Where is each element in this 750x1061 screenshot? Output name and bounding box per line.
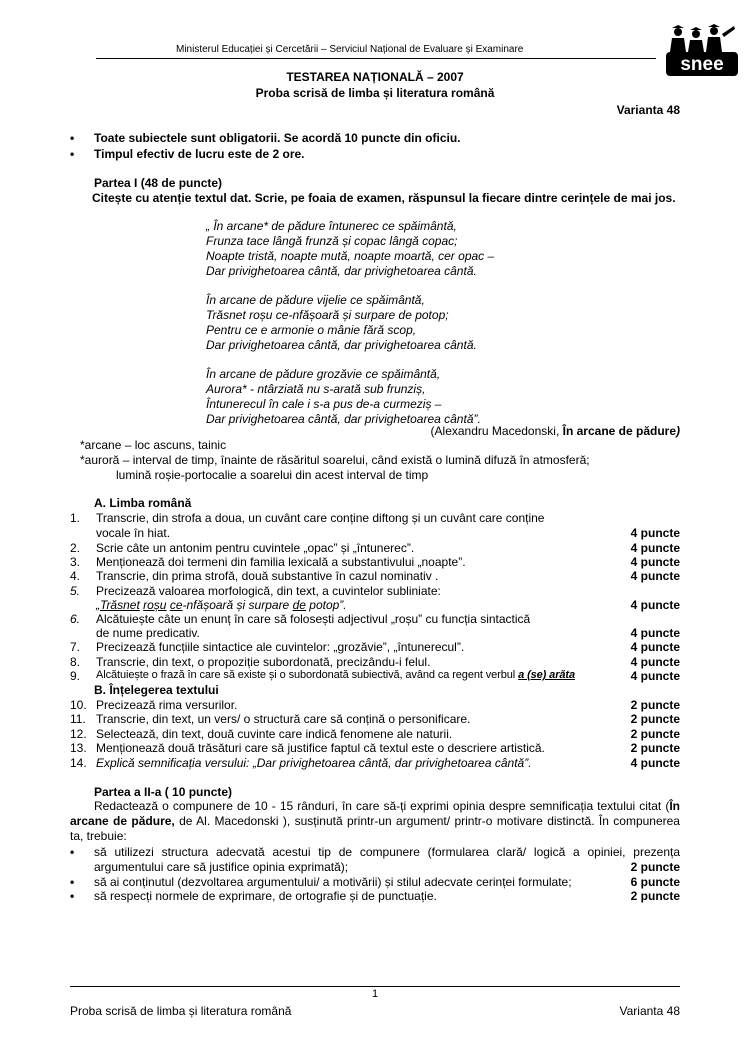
logo-text: snee bbox=[680, 54, 724, 75]
points: 6 puncte bbox=[630, 875, 680, 889]
requirement-2: • să ai conținutul (dezvoltarea argumentului/ a motivării) și stilul adecvate cerinței formulate; 6 puncte bbox=[70, 875, 680, 889]
points: 4 puncte bbox=[630, 555, 680, 569]
variant-label: Varianta 48 bbox=[616, 103, 680, 117]
part1-instruction: Citește cu atenție textul dat. Scrie, pe foaia de examen, răspunsul la fiecare dintre cerințele de mai jos. bbox=[92, 191, 676, 205]
bullet-icon: • bbox=[70, 845, 75, 859]
question-8: 8. Transcrie, din text, o propoziție subordonată, precizându-i felul. 4 puncte bbox=[70, 655, 680, 669]
poem-line: Noapte tristă, noapte mută, noapte moartă, cer opac – bbox=[206, 249, 495, 263]
exam-title: TESTAREA NAȚIONALĂ – 2007 bbox=[286, 70, 464, 84]
points: 2 puncte bbox=[630, 889, 680, 903]
glossary-aurora-cont: lumină roșie-portocalie a soarelui din acest interval de timp bbox=[116, 468, 429, 482]
requirement-3: • să respecți normele de exprimare, de ortografie și de punctuație. 2 puncte bbox=[70, 889, 680, 903]
question-6-cont: de nume predicativ. 4 puncte bbox=[96, 626, 680, 640]
ministry-header: Ministerul Educației și Cercetării – Serviciul Național de Evaluare și Examinare bbox=[176, 44, 524, 55]
poem-attribution bbox=[431, 424, 680, 438]
attribution-author: (Alexandru Macedonski, bbox=[430, 424, 563, 438]
poem bbox=[206, 219, 494, 427]
stanza-2 bbox=[206, 293, 494, 353]
bullet-icon: • bbox=[70, 875, 75, 889]
bullet-icon: • bbox=[70, 889, 75, 903]
question-12: 12. Selectează, din text, două cuvinte care indică fenomene ale naturii. 2 puncte bbox=[70, 727, 680, 741]
part2-title: Partea a II-a ( 10 puncte) bbox=[94, 785, 233, 799]
bullet-icon: • bbox=[70, 131, 75, 145]
poem-line: Întunerecul în cale i s-a pus de-a curmeziș – bbox=[206, 397, 442, 411]
points: 4 puncte bbox=[630, 598, 680, 612]
part2-poem-title: În arcane de pădure, bbox=[70, 799, 680, 828]
section-b-title: B. Înțelegerea textului bbox=[94, 683, 219, 697]
bullet-icon: • bbox=[70, 147, 75, 161]
page-number: 1 bbox=[371, 988, 379, 1000]
points: 4 puncte bbox=[630, 655, 680, 669]
underlined-word: de bbox=[292, 598, 306, 612]
poem-line: În arcane de pădure vijelie ce spăimântă, bbox=[206, 293, 425, 307]
rule-2: Timpul efectiv de lucru este de 2 ore. bbox=[94, 147, 305, 161]
question-3: 3. Menționează doi termeni din familia lexicală a substantivului „noapte”. 4 puncte bbox=[70, 555, 680, 569]
part2-paragraph: Redactează o compunere de 10 - 15 rânduri, în care să-ți exprimi opinia despre semnificația textului citat (În arcane de pădure, de Al. Macedonski ), susținută printr-un argument/ printr-o motivare distinctă. În compunerea ta, trebuie: bbox=[70, 799, 680, 843]
underlined-verb: a (se) arăta bbox=[518, 669, 575, 681]
question-11: 11. Transcrie, din text, un vers/ o structură care să conțină o personificare. 2 puncte bbox=[70, 712, 680, 726]
question-5: 5. Precizează valoarea morfologică, din text, a cuvintelor subliniate: bbox=[70, 584, 441, 598]
question-4: 4. Transcrie, din prima strofă, două substantive în cazul nominativ . 4 puncte bbox=[70, 569, 680, 583]
question-6: 6. Alcătuiește câte un enunț în care să folosești adjectivul „roșu” cu funcția sintactică bbox=[70, 612, 531, 626]
question-2: 2. Scrie câte un antonim pentru cuvintele „opac” și „întunerec”. 4 puncte bbox=[70, 541, 680, 555]
poem-line: Pentru ce e armonie o mânie fără scop, bbox=[206, 323, 417, 337]
underlined-word: ce bbox=[169, 598, 183, 612]
points: 4 puncte bbox=[630, 640, 680, 654]
question-10: 10. Precizează rima versurilor. 2 puncte bbox=[70, 698, 680, 712]
points: 4 puncte bbox=[630, 626, 680, 640]
question-14: 14. Explică semnificația versului: „Dar privighetoarea cântă, dar privighetoarea cântă”. 4 puncte bbox=[70, 756, 680, 770]
footer-rule bbox=[70, 986, 680, 987]
question-1-cont: vocale în hiat. 4 puncte bbox=[96, 526, 680, 540]
underlined-word: Trăsnet bbox=[100, 598, 140, 612]
underlined-word: roșu bbox=[143, 598, 167, 612]
poem-line: Frunza tace lângă frunză și copac lângă copac; bbox=[206, 234, 458, 248]
question-7: 7. Precizează funcțiile sintactice ale cuvintelor: „grozăvie”, „întunerecul”. 4 puncte bbox=[70, 640, 680, 654]
poem-line: Dar privighetoarea cântă, dar privighetoarea cântă. bbox=[206, 264, 477, 278]
poem-line: Dar privighetoarea cântă, dar privighetoarea cântă. bbox=[206, 338, 477, 352]
header-rule bbox=[96, 58, 656, 59]
attribution-close: ) bbox=[676, 424, 680, 438]
points: 4 puncte bbox=[630, 541, 680, 555]
poem-line: Dar privighetoarea cântă, dar privighetoarea cântă”. bbox=[206, 412, 481, 426]
poem-line: Aurora* - ntârziată nu s-arată sub frunziș, bbox=[206, 382, 426, 396]
question-5-cont: „Trăsnet roșu ce-nfășoară și surpare de potop”. 4 puncte bbox=[96, 598, 680, 612]
points: 2 puncte bbox=[630, 727, 680, 741]
points: 4 puncte bbox=[630, 756, 680, 770]
part1-title: Partea I (48 de puncte) bbox=[94, 176, 223, 190]
question-1: 1. Transcrie, din strofa a doua, un cuvânt care conține diftong și un cuvânt care conține bbox=[70, 511, 545, 525]
question-13: 13. Menționează două trăsături care să justifice faptul că textul este o descriere artistică. 2 puncte bbox=[70, 741, 680, 755]
exam-subtitle: Proba scrisă de limba și literatura română bbox=[255, 86, 495, 100]
points: 2 puncte bbox=[630, 698, 680, 712]
poem-line: În arcane de pădure grozăvie ce spăimântă, bbox=[206, 367, 441, 381]
points: 2 puncte bbox=[630, 860, 680, 874]
rule-1: Toate subiectele sunt obligatorii. Se acordă 10 puncte din oficiu. bbox=[94, 131, 461, 145]
glossary-aurora: *auroră – interval de timp, înainte de răsăritul soarelui, când există o lumină difuză în atmosferă; bbox=[80, 453, 590, 467]
attribution-title: În arcane de pădure bbox=[562, 424, 676, 438]
glossary-arcane: *arcane – loc ascuns, tainic bbox=[80, 438, 227, 452]
points: 4 puncte bbox=[630, 526, 680, 540]
stanza-1 bbox=[206, 219, 494, 279]
points: 4 puncte bbox=[630, 569, 680, 583]
stanza-3 bbox=[206, 367, 494, 427]
footer-subject: Proba scrisă de limba și literatura română bbox=[70, 1004, 292, 1018]
section-a-title: A. Limba română bbox=[94, 496, 192, 510]
points: 2 puncte bbox=[630, 741, 680, 755]
requirement-1: • să utilizezi structura adecvată acestui tip de compunere (formularea clară/ logică a opiniei, prezența argumentului care să justifice opinia exprimată); 2 puncte bbox=[70, 845, 680, 874]
points: 4 puncte bbox=[630, 669, 680, 683]
points: 2 puncte bbox=[630, 712, 680, 726]
poem-line: Trăsnet roșu ce-nfășoară și surpare de potop; bbox=[206, 308, 449, 322]
footer-variant: Varianta 48 bbox=[619, 1004, 680, 1018]
poem-line: „ În arcane* de pădure întunerec ce spăimântă, bbox=[206, 219, 457, 233]
question-9: 9. Alcătuiește o frază în care să existe și o subordonată subiectivă, având ca regent verbul a (se) arăta 4 puncte bbox=[70, 669, 680, 683]
